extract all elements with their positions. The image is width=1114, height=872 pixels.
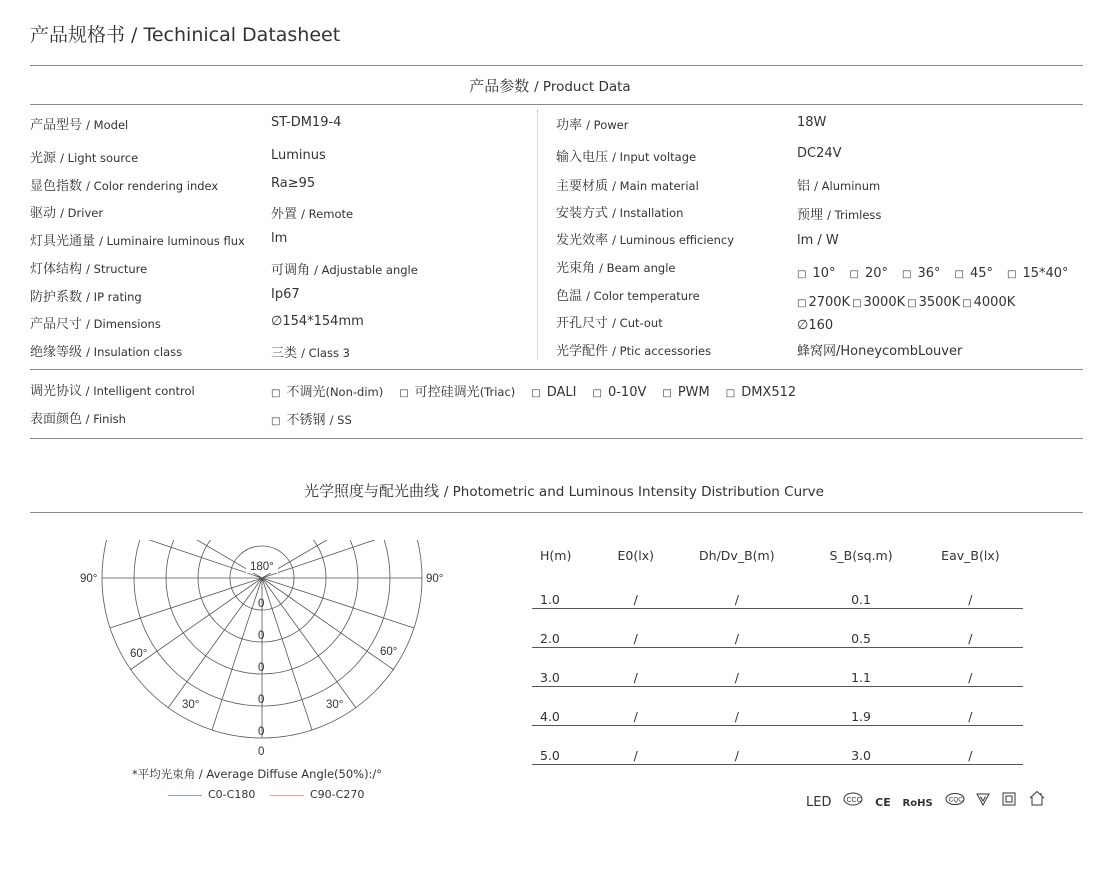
- photometric-title-en: / Photometric and Luminous Intensity Distribution Curve: [443, 484, 824, 500]
- spec-value: [271, 342, 350, 361]
- table-header: H(m): [540, 547, 572, 563]
- triangle-v-icon: [976, 793, 990, 809]
- table-header: Dh/Dv_B(m): [699, 547, 775, 563]
- table-cell: 1.0: [532, 570, 602, 609]
- spec-value: [271, 287, 300, 302]
- legend-line-c0: [168, 795, 202, 796]
- checkbox-icon: □: [849, 269, 859, 280]
- spec-label-cn: 光学配件: [556, 344, 609, 359]
- spec-label: [556, 340, 711, 359]
- divider: [30, 104, 1083, 105]
- color-temp-option[interactable]: [907, 295, 960, 310]
- spec-value: [797, 318, 833, 333]
- spec-label-en: / Light source: [60, 151, 139, 165]
- angle-label-left-30: 30°: [182, 699, 200, 711]
- checkbox-icon: □: [399, 388, 409, 399]
- spec-value-cn: 三类: [271, 346, 298, 361]
- angle-label-right-60: 60°: [380, 646, 398, 658]
- color-temp-value: 2700K: [808, 295, 851, 310]
- legend-line-c90: [270, 795, 304, 796]
- color-temp-option[interactable]: [797, 295, 850, 310]
- product-data-title-en: / Product Data: [534, 79, 631, 95]
- polar-caption: *平均光束角 / Average Diffuse Angle(50%):/°: [132, 767, 383, 781]
- beam-angle-option[interactable]: [902, 266, 941, 281]
- control-option-en: DALI: [546, 385, 577, 400]
- angle-label-right-30: 30°: [326, 699, 344, 711]
- rohs-icon: RoHS: [902, 798, 933, 809]
- spec-value-text: Ra≥95: [271, 176, 316, 191]
- spec-value: [271, 203, 353, 222]
- beam-angle-value: 45°: [969, 266, 993, 281]
- table-header: S_B(sq.m): [829, 547, 893, 563]
- control-label: [30, 380, 195, 399]
- spec-value-cn: 可调角: [271, 263, 311, 278]
- product-data-title: [0, 75, 1100, 96]
- table-cell: /: [602, 687, 669, 726]
- table-cell: 4.0: [532, 687, 602, 726]
- polar-diagram: [60, 540, 480, 765]
- table-header-row: [532, 540, 1023, 570]
- spec-label: [30, 286, 142, 305]
- table-row: [532, 648, 1023, 687]
- spec-label-cn: 产品型号: [30, 118, 83, 133]
- polar-spoke: [120, 540, 262, 578]
- product-data-title-cn: 产品参数: [469, 77, 530, 95]
- table-cell: /: [918, 648, 1023, 687]
- polar-spoke: [262, 578, 356, 708]
- spec-label-en: / Luminous efficiency: [612, 233, 735, 247]
- control-option-en: PWM: [677, 385, 710, 400]
- control-option[interactable]: [271, 385, 383, 400]
- spec-label-cn: 防护系数: [30, 290, 83, 305]
- table-cell: /: [602, 609, 669, 648]
- table-cell: /: [918, 570, 1023, 609]
- spec-value: [271, 115, 341, 130]
- spec-label-cn: 功率: [556, 118, 583, 133]
- spec-label-cn: 安装方式: [556, 206, 609, 221]
- angle-label-right-90: 90°: [426, 573, 444, 585]
- finish-label-en: / Finish: [82, 412, 126, 426]
- spec-label-cn: 光束角: [556, 261, 596, 276]
- spec-value: [271, 259, 418, 278]
- beam-angle-option[interactable]: [797, 266, 836, 281]
- spec-label: [556, 175, 699, 194]
- table-cell: /: [602, 726, 669, 765]
- control-option[interactable]: [399, 385, 515, 400]
- polar-spoke: [168, 578, 265, 708]
- spec-label: [30, 341, 182, 360]
- table-row: [532, 687, 1023, 726]
- table-row: [532, 570, 1023, 609]
- table-cell: 3.0: [804, 726, 917, 765]
- spec-label-en: / Main material: [612, 179, 699, 193]
- spec-value: [797, 204, 881, 223]
- table-cell: /: [669, 609, 804, 648]
- polar-spoke: [130, 578, 265, 670]
- table-header: Eav_B(lx): [941, 547, 1000, 563]
- table-cell: /: [669, 570, 804, 609]
- legend-label-c90: C90-C270: [310, 788, 365, 801]
- control-option-en: (Triac): [479, 385, 516, 399]
- ccc-icon: [843, 792, 863, 809]
- cqc-text: CQC: [948, 796, 963, 804]
- spec-value: [271, 314, 364, 329]
- spec-label-en: / Color rendering index: [86, 179, 219, 193]
- spec-label-en: / Installation: [612, 206, 684, 220]
- spec-label-en: / Ptic accessories: [612, 344, 712, 358]
- spec-label: [556, 285, 700, 304]
- radial-label: 0: [258, 630, 265, 642]
- finish-option-cn: 不锈钢: [286, 413, 326, 428]
- spec-value-cn: 铝: [797, 179, 811, 194]
- spec-label: [556, 114, 628, 133]
- control-options: [271, 381, 812, 400]
- spec-value: [797, 175, 880, 194]
- spec-value-cn: 外置: [271, 207, 298, 222]
- beam-angle-options: [797, 262, 1083, 281]
- spec-label-en: / Beam angle: [599, 261, 676, 275]
- divider: [30, 369, 1083, 370]
- checkbox-icon: □: [662, 388, 672, 399]
- spec-value: [797, 115, 826, 130]
- table-cell: /: [918, 687, 1023, 726]
- beam-angle-option[interactable]: [1007, 266, 1069, 281]
- spec-label: [30, 114, 128, 133]
- spec-label: [556, 229, 734, 248]
- spec-value: [797, 233, 839, 248]
- photometric-title: [0, 480, 1114, 501]
- spec-value-text: 蜂窝网/HoneycombLouver: [797, 344, 963, 359]
- spec-label-cn: 主要材质: [556, 179, 609, 194]
- spec-label-cn: 显色指数: [30, 179, 83, 194]
- checkbox-icon: □: [797, 269, 807, 280]
- table-cell: /: [602, 648, 669, 687]
- checkbox-icon: □: [592, 388, 602, 399]
- table-row: [532, 726, 1023, 765]
- table-cell: 0.1: [804, 570, 917, 609]
- table-cell: 5.0: [532, 726, 602, 765]
- spec-label-en: / Driver: [60, 206, 104, 220]
- polar-spoke: [262, 540, 404, 578]
- spec-label: [556, 146, 696, 165]
- polar-spoke: [262, 578, 414, 628]
- table-cell: 0.5: [804, 609, 917, 648]
- table-cell: 1.9: [804, 687, 917, 726]
- legend-label-c0: C0-C180: [208, 788, 256, 801]
- beam-angle-value: 20°: [864, 266, 888, 281]
- control-option-en: 0-10V: [607, 385, 647, 400]
- spec-label-en: / Input voltage: [612, 150, 697, 164]
- spec-value-text: Luminus: [271, 148, 326, 163]
- spec-value: [271, 231, 287, 246]
- spec-value-text: Ip67: [271, 287, 300, 302]
- beam-angle-option[interactable]: [850, 266, 889, 281]
- polar-spoke: [262, 578, 312, 730]
- divider: [30, 512, 1083, 513]
- spec-value: [271, 176, 315, 191]
- table-cell: /: [918, 726, 1023, 765]
- color-temp-value: 3000K: [863, 295, 906, 310]
- beam-angle-option[interactable]: [955, 266, 994, 281]
- led-label: LED: [806, 795, 832, 810]
- photometric-table: [532, 540, 1023, 765]
- spec-label-cn: 色温: [556, 289, 583, 304]
- spec-label-en: / Cut-out: [612, 316, 663, 330]
- spec-value-en: / Aluminum: [814, 179, 881, 193]
- radial-label: 0: [258, 662, 265, 674]
- spec-value-text: DC24V: [797, 146, 842, 161]
- spec-label-cn: 绝缘等级: [30, 345, 83, 360]
- svg-text:CCC: CCC: [846, 797, 862, 804]
- divider: [30, 65, 1083, 66]
- spec-value-en: / Class 3: [301, 346, 350, 360]
- radial-label: 0: [258, 746, 265, 758]
- finish-label: [30, 408, 126, 427]
- spec-value-text: lm: [271, 231, 288, 246]
- spec-label: [30, 230, 245, 249]
- spec-value-cn: 预埋: [797, 208, 824, 223]
- spec-label-cn: 开孔尺寸: [556, 316, 609, 331]
- checkbox-icon: □: [271, 388, 281, 399]
- polar-spoke: [262, 578, 394, 670]
- checkbox-icon: □: [271, 416, 281, 427]
- house-icon: [1028, 790, 1046, 809]
- spec-value: [797, 146, 842, 161]
- spec-value-text: lm / W: [797, 233, 839, 248]
- spec-label-en: / Dimensions: [86, 317, 161, 331]
- spec-label: [556, 257, 675, 276]
- checkbox-icon: □: [852, 298, 862, 309]
- control-option[interactable]: [726, 385, 796, 400]
- spec-label: [556, 312, 663, 331]
- table-cell: /: [602, 570, 669, 609]
- table-cell: 1.1: [804, 648, 917, 687]
- spec-label-cn: 发光效率: [556, 233, 609, 248]
- spec-value-text: ST-DM19-4: [271, 115, 342, 130]
- control-option-en: (Non-dim): [325, 385, 384, 399]
- beam-angle-value: 36°: [917, 266, 941, 281]
- spec-value: [271, 148, 326, 163]
- spec-label: [30, 202, 103, 221]
- spec-value-text: 18W: [797, 115, 827, 130]
- checkbox-icon: □: [1007, 269, 1017, 280]
- column-divider: [537, 110, 538, 360]
- control-option-cn: 可控硅调光: [414, 385, 480, 400]
- square-icon: [1002, 792, 1016, 809]
- checkbox-icon: □: [907, 298, 917, 309]
- control-label-cn: 调光协议: [30, 384, 83, 399]
- angle-label-180: 180°: [250, 561, 274, 573]
- color-temp-value: 4000K: [973, 295, 1016, 310]
- table-cell: /: [918, 609, 1023, 648]
- checkbox-icon: □: [725, 388, 736, 399]
- spec-value: [797, 340, 962, 359]
- color-temp-option[interactable]: [852, 295, 905, 310]
- radial-label: 0: [258, 598, 265, 610]
- table-header: E0(lx): [617, 547, 655, 563]
- spec-label-en: / Insulation class: [86, 345, 183, 359]
- control-option[interactable]: [662, 385, 709, 400]
- color-temp-value: 3500K: [918, 295, 961, 310]
- spec-label-en: / Luminaire luminous flux: [99, 234, 245, 248]
- cqc-icon: [945, 792, 965, 809]
- spec-label-cn: 输入电压: [556, 150, 609, 165]
- finish-option-en: / SS: [329, 413, 352, 427]
- table-cell: /: [669, 726, 804, 765]
- spec-label: [30, 313, 161, 332]
- spec-label: [30, 258, 147, 277]
- ce-icon: CE: [875, 796, 891, 809]
- spec-label-en: / Model: [86, 118, 129, 132]
- spec-label-en: / Power: [586, 118, 629, 132]
- spec-value-text: ∅160: [797, 318, 834, 333]
- beam-angle-value: 15*40°: [1022, 266, 1069, 281]
- polar-spoke: [212, 578, 265, 730]
- spec-label-en: / Color temperature: [586, 289, 700, 303]
- checkbox-icon: □: [962, 298, 972, 309]
- control-label-en: / Intelligent control: [82, 384, 195, 398]
- spec-label: [30, 175, 218, 194]
- spec-label-en: / Structure: [86, 262, 148, 276]
- table-cell: /: [669, 648, 804, 687]
- spec-label-cn: 驱动: [30, 206, 57, 221]
- table-row: [532, 609, 1023, 648]
- spec-label-en: / IP rating: [86, 290, 142, 304]
- spec-label-cn: 灯体结构: [30, 262, 83, 277]
- finish-option[interactable]: [271, 409, 352, 428]
- color-temp-option[interactable]: [962, 295, 1015, 310]
- spec-label-cn: 光源: [30, 151, 57, 166]
- spec-value-en: / Adjustable angle: [314, 263, 418, 277]
- table-cell: /: [669, 687, 804, 726]
- spec-value-en: / Remote: [301, 207, 354, 221]
- radial-label: 0: [258, 694, 265, 706]
- cert-strip: [806, 790, 1046, 810]
- photometric-title-cn: 光学照度与配光曲线: [304, 482, 440, 500]
- beam-angle-value: 10°: [812, 266, 836, 281]
- control-option[interactable]: [593, 385, 647, 400]
- checkbox-icon: □: [954, 269, 964, 280]
- spec-value-text: ∅154*154mm: [271, 314, 364, 329]
- finish-label-cn: 表面颜色: [30, 412, 83, 427]
- control-option-cn: 不调光: [286, 385, 326, 400]
- angle-label-left-90: 90°: [80, 573, 98, 585]
- spec-label-cn: 产品尺寸: [30, 317, 83, 332]
- color-temp-options: [797, 291, 1017, 310]
- control-option[interactable]: [531, 385, 576, 400]
- control-option-en: DMX512: [741, 385, 797, 400]
- checkbox-icon: □: [531, 388, 541, 399]
- spec-label-cn: 灯具光通量: [30, 234, 96, 249]
- table-cell: 3.0: [532, 648, 602, 687]
- checkbox-icon: □: [797, 298, 807, 309]
- radial-label: 0: [258, 726, 265, 738]
- spec-value-en: / Trimless: [827, 208, 882, 222]
- angle-label-left-60: 60°: [130, 648, 148, 660]
- polar-spoke: [110, 578, 265, 628]
- divider: [30, 438, 1083, 439]
- spec-label: [556, 202, 683, 221]
- checkbox-icon: □: [902, 269, 912, 280]
- page-title: 产品规格书 / Techinical Datasheet: [30, 24, 341, 46]
- spec-label: [30, 147, 138, 166]
- table-cell: 2.0: [532, 609, 602, 648]
